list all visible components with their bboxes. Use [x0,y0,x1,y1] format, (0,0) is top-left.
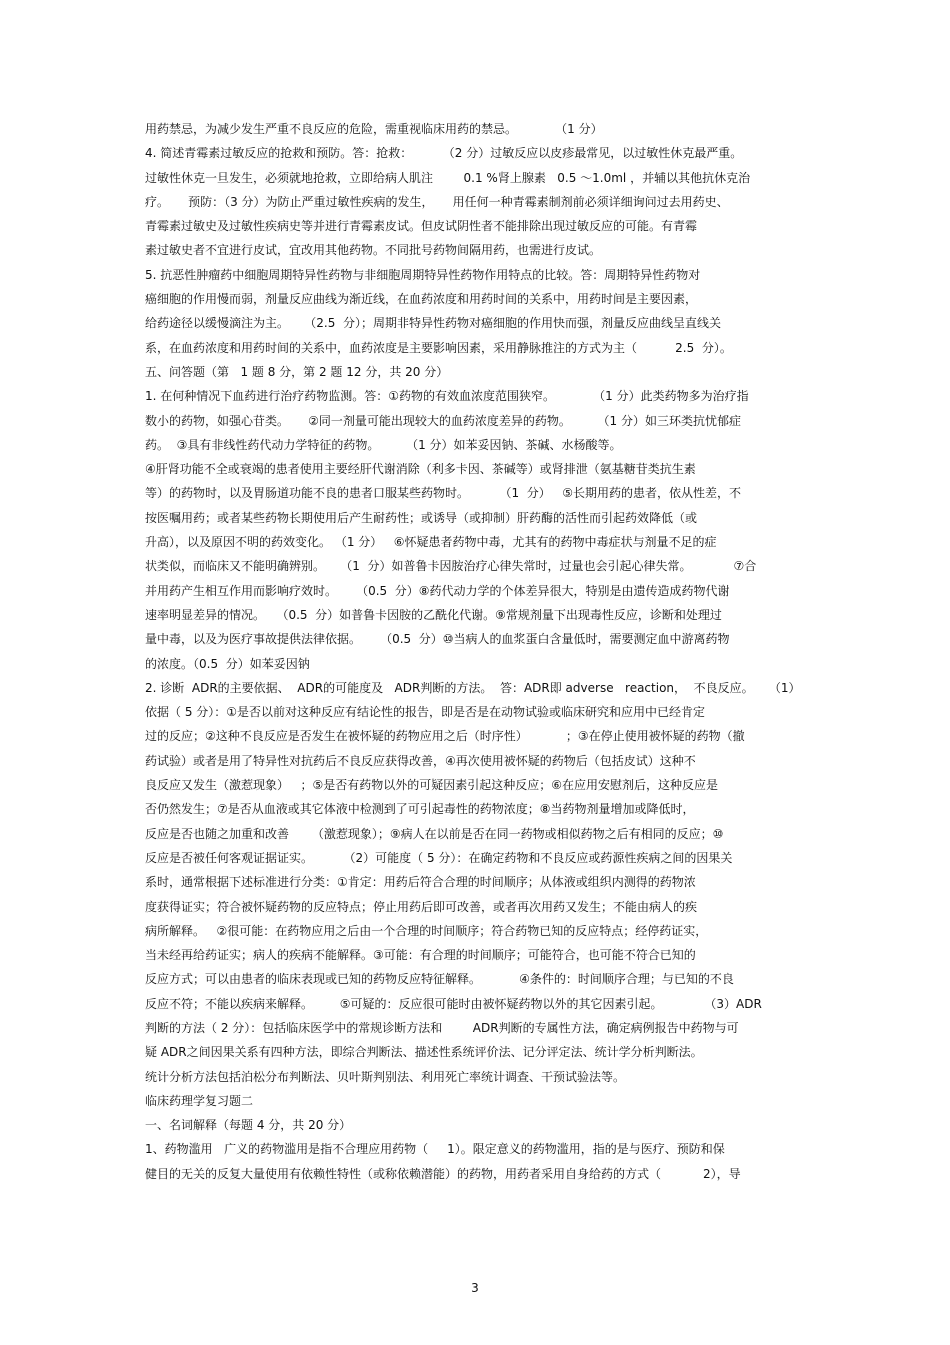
text-line: 过的反应；②这种不良反应是否发生在被怀疑的药物应用之后（时序性） ；③在停止使用被怀疑的药物（撤 [145,729,745,744]
text-line: 等）的药物时，以及胃肠道功能不良的患者口服某些药物时。 （1 分） ⑤长期用药的患者，依从性差，不 [145,486,741,501]
text-line: 系时，通常根据下述标准进行分类：①肯定：用药后符合合理的时间顺序；从体液或组织内测得的药物浓 [145,875,696,890]
text-line: 疑 ADR之间因果关系有四种方法，即综合判断法、描述性系统评价法、记分评定法、统计学分析判断法。 [145,1045,703,1060]
page-number: 3 [471,1281,479,1295]
text-line: 给药途径以缓慢滴注为主。 （2.5 分）；周期非特异性药物对癌细胞的作用快而强，剂量反应曲线呈直线关 [145,316,721,331]
text-line: 疗。 预防：（3 分）为防止严重过敏性疾病的发生， 用任何一种青霉素制剂前必须详细询问过去用药史、 [145,194,729,209]
text-line: 病所解释。 ②很可能：在药物应用之后由一个合理的时间顺序；符合药物已知的反应特点；经停药证实， [145,923,708,938]
text-line: 4. 简述青霉素过敏反应的抢救和预防。答：抢救： （2 分）过敏反应以皮疹最常见，以过敏性休克最严重。 [145,146,743,161]
text-line: 否仍然发生；⑦是否从血液或其它体液中检测到了可引起毒性的药物浓度；⑧当药物剂量增加或降低时， [145,802,695,817]
text-line: 反应不符；不能以疾病来解释。 ⑤可疑的：反应很可能时由被怀疑药物以外的其它因素引起。 （3）ADR [145,996,762,1011]
text-line: 癌细胞的作用慢而弱，剂量反应曲线为渐近线，在血药浓度和用药时间的关系中，用药时间是主要因素， [145,292,698,307]
text-line: 当未经再给药证实；病人的疾病不能解释。③可能：有合理的时间顺序；可能符合，也可能不符合已知的 [145,948,696,963]
text-line: 药。 ③具有非线性药代动力学特征的药物。 （1 分）如苯妥因钠、茶碱、水杨酸等。 [145,437,622,452]
text-line: 用药禁忌，为减少发生严重不良反应的危险，需重视临床用药的禁忌。 （1 分） [145,122,603,136]
text-line: 2. 诊断 ADR的主要依据、 ADR的可能度及 ADR判断的方法。 答：ADR即 adverse reaction， 不良反应。 （1） [145,680,801,695]
text-line: 反应是否也随之加重和改善 （激惹现象）；⑨病人在以前是否在同一药物或相似药物之后有相同的反应；⑩ [145,826,724,841]
text-line: 统计分析方法包括泊松分布判断法、贝叶斯判别法、利用死亡率统计调查、干预试验法等。 [145,1069,626,1084]
text-line: 健目的无关的反复大量使用有依赖性特性（或称依赖潜能）的药物，用药者采用自身给药的方式（ 2），导 [145,1166,741,1181]
text-line: 量中毒，以及为医疗事故提供法律依据。 （0.5 分）⑩当病人的血浆蛋白含量低时，需要测定血中游离药物 [145,632,730,647]
text-line: 系，在血药浓度和用药时间的关系中，血药浓度是主要影响因素，采用静脉推注的方式为主（ 2.5 分）。 [145,340,732,355]
text-line: 良反应又发生（激惹现象） ；⑤是否有药物以外的可疑因素引起这种反应；⑥在应用安慰剂后，这种反应是 [145,778,718,793]
text-line: 按医嘱用药；或者某些药物长期使用后产生耐药性；或诱导（或抑制）肝药酶的活性而引起药效降低（或 [145,510,698,525]
text-line: 反应是否被任何客观证据证实。 （2）可能度（ 5 分）：在确定药物和不良反应或药源性疾病之间的因果关 [145,850,733,865]
text-line: 药试验）或者是用了特异性对抗药后不良反应获得改善，④再次使用被怀疑的药物后（包括皮试）这种不 [145,753,696,768]
text-line: 并用药产生相互作用而影响疗效时。 （0.5 分）⑧药代动力学的个体差异很大，特别是由遗传造成药物代谢 [145,583,730,598]
text-line: 1、药物滥用 广义的药物滥用是指不合理应用药物（ 1）。限定意义的药物滥用，指的是与医疗、预防和保 [145,1142,725,1157]
text-line: 5. 抗恶性肿瘤药中细胞周期特异性药物与非细胞周期特异性药物作用特点的比较。答：周期特异性药物对 [145,267,701,282]
text-line: 反应方式；可以由患者的临床表现或已知的药物反应特征解释。 ④条件的：时间顺序合理；与已知的不良 [145,972,734,987]
text-line: 升高），以及原因不明的药效变化。 （1 分） ⑥怀疑患者药物中毒，尤其有的药物中毒症状与剂量不足的症 [145,535,717,550]
text-line: 一、名词解释（每题 4 分，共 20 分） [145,1118,352,1133]
text-line: 依据（ 5 分）：①是否以前对这种反应有结论性的报告，即是否是在动物试验或临床研究和应用中已经肯定 [145,705,706,720]
text-line: 速率明显差异的情况。 （0.5 分）如普鲁卡因胺的乙酰化代谢。⑨常规剂量下出现毒性反应，诊断和处理过 [145,607,722,622]
text-line: 五、问答题（第 1 题 8 分，第 2 题 12 分，共 20 分） [145,364,449,379]
text-line: 判断的方法（ 2 分）：包括临床医学中的常规诊断方法和 ADR判断的专属性方法，确定病例报告中药物与可 [145,1020,739,1035]
text-line: 过敏性休克一旦发生，必须就地抢救，立即给病人肌注 0.1 %肾上腺素 0.5 ～1.0ml ，并辅以其他抗休克治 [145,170,751,185]
text-line: 数小的药物，如强心苷类。 ②同一剂量可能出现较大的血药浓度差异的药物。 （1 分）如三环类抗忧郁症 [145,413,741,428]
text-line: ④肝肾功能不全或衰竭的患者使用主要经肝代谢消除（利多卡因、茶碱等）或肾排泄（氨基糖苷类抗生素 [145,462,696,477]
text-line: 青霉素过敏史及过敏性疾病史等并进行青霉素皮试。但皮试阴性者不能排除出现过敏反应的可能。有青霉 [145,219,698,234]
text-line: 临床药理学复习题二 [145,1093,254,1108]
text-line: 的浓度。（0.5 分）如苯妥因钠 [145,656,310,671]
document-body [145,117,825,1186]
text-line: 度获得证实；符合被怀疑药物的反应特点；停止用药后即可改善，或者再次用药又发生；不能由病人的疾 [145,899,698,914]
text-line: 素过敏史者不宜进行皮试，宜改用其他药物。不同批号药物间隔用药，也需进行皮试。 [145,243,602,258]
text-line: 状类似，而临床又不能明确辨别。 （1 分）如普鲁卡因胺治疗心律失常时，过量也会引起心律失常。 ⑦合 [145,559,757,574]
text-line: 1. 在何种情况下血药进行治疗药物监测。答：①药物的有效血浓度范围狭窄。 （1 分）此类药物多为治疗指 [145,389,749,404]
